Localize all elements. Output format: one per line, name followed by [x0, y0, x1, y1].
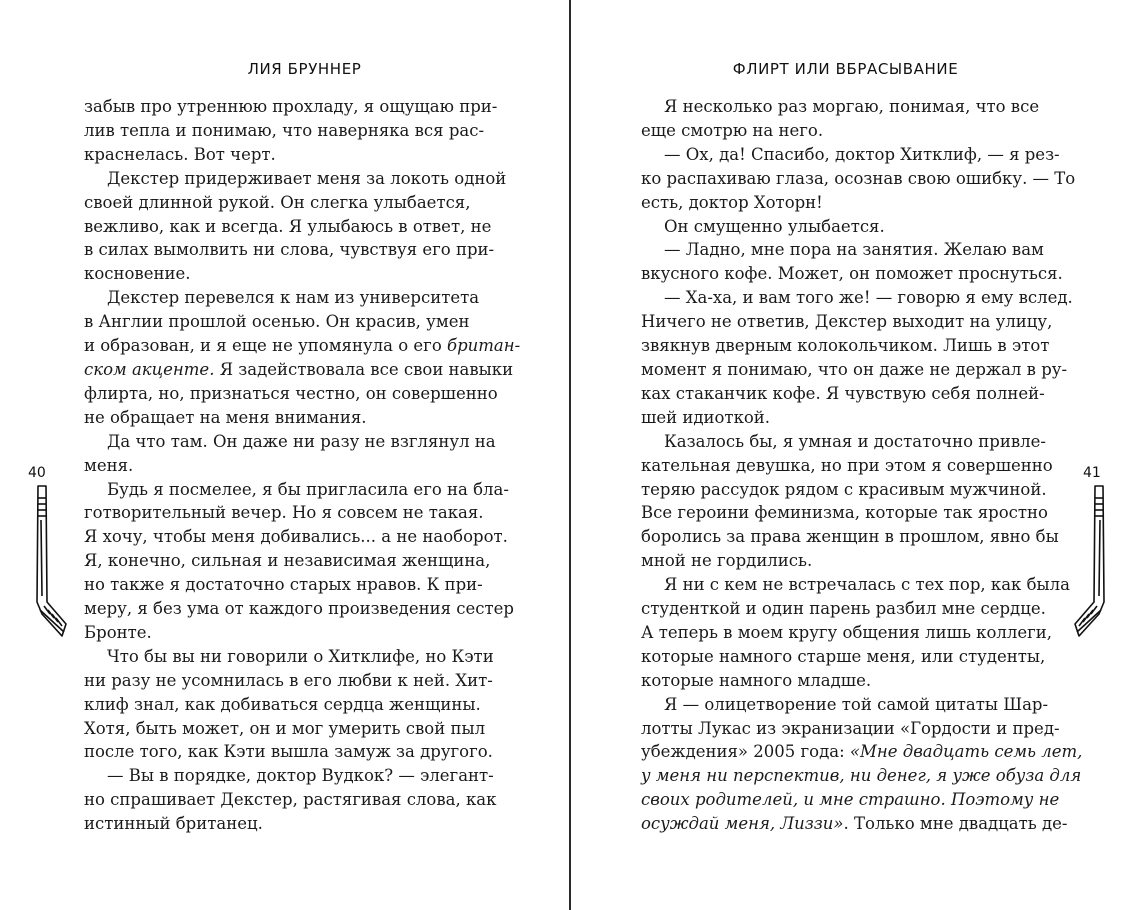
italic-text: британ-: [447, 336, 521, 356]
text-line: своей длинной рукой. Он слегка улыбается,: [84, 192, 471, 212]
page-text: [84, 95, 521, 836]
text-line: которые намного младше.: [641, 670, 872, 690]
text-line: которые намного старше меня, или студенты,: [641, 646, 1046, 666]
text-line: флирта, но, признаться честно, он совершенно: [84, 383, 498, 403]
text-line: и образован, и я еще не упомянула о его британ-: [84, 336, 521, 356]
text-line: в Англии прошлой осенью. Он красив, умен: [84, 312, 470, 332]
text-line: Что бы вы ни говорили о Хитклифе, но Кэти: [107, 646, 494, 666]
text-line: боролись за права женщин в прошлом, явно бы: [641, 527, 1059, 547]
text-line: — Вы в порядке, доктор Вудкок? — элегант-: [107, 766, 494, 786]
text-line: звякнув дверным колокольчиком. Лишь в этот: [641, 336, 1050, 356]
text-line: меня.: [84, 455, 134, 475]
text-line: но также я достаточно старых нравов. К при-: [84, 575, 483, 595]
text-line: [641, 788, 1061, 812]
text-line: вкусного кофе. Может, он поможет проснуться.: [641, 264, 1063, 284]
text-line: еще смотрю на него.: [641, 120, 824, 140]
hockey-stick-icon: [26, 484, 72, 640]
text-line: есть, доктор Хоторн!: [641, 192, 823, 212]
text-line: забыв про утреннюю прохладу, я ощущаю при-: [84, 97, 498, 116]
page-text: [641, 95, 1083, 836]
text-line: момент я понимаю, что он даже не держал в ру-: [641, 359, 1068, 379]
text-line: Я хочу, чтобы меня добивались... а не наоборот.: [84, 527, 508, 547]
running-head: ФЛИРТ ИЛИ ВБРАСЫВАНИЕ: [732, 60, 959, 78]
text-line: Декстер перевелся к нам из университета: [107, 288, 480, 308]
text-line: Все героини феминизма, которые так яростно: [641, 503, 1048, 523]
text-line: — Ох, да! Спасибо, доктор Хитклиф, — я рез-: [664, 144, 1060, 164]
text-line: — Ладно, мне пора на занятия. Желаю вам: [664, 240, 1044, 260]
text-line: шей идиоткой.: [641, 407, 771, 427]
text-line: готворительный вечер. Но я совсем не такая.: [84, 503, 484, 523]
text-line: меру, я без ума от каждого произведения сестер: [84, 599, 514, 619]
hockey-stick-icon: [1069, 484, 1115, 640]
text-line: Он смущенно улыбается.: [664, 216, 885, 236]
text-line: истинный британец.: [84, 814, 263, 834]
left-page: [0, 0, 569, 910]
page-number: 41: [1083, 465, 1101, 481]
text-line: — Ха-ха, и вам того же! — говорю я ему вслед.: [664, 288, 1073, 308]
text-line: Декстер придерживает меня за локоть одной: [107, 168, 507, 188]
italic-quote: у меня ни перспектив, ни денег, я уже обуза для: [641, 766, 1082, 786]
text-line: мной не гордились.: [641, 551, 813, 571]
text-line: косновение.: [84, 264, 191, 284]
text-line: Да что там. Он даже ни разу не взглянул на: [107, 431, 496, 451]
text-line: краснелась. Вот черт.: [84, 144, 276, 164]
text-line: Я ни с кем не встречалась с тех пор, как была: [664, 575, 1070, 595]
italic-text: ском акценте.: [84, 359, 215, 379]
text-line: кательная девушка, но при этом я совершенно: [641, 455, 1053, 475]
text-line: Я, конечно, сильная и независимая женщина,: [84, 551, 491, 571]
right-page: [571, 0, 1140, 910]
text-line: лотты Лукас из экранизации «Гордости и пред-: [641, 718, 1060, 738]
text-line: клиф знал, как добиваться сердца женщины.: [84, 694, 481, 714]
text-line: Будь я посмелее, я бы пригласила его на бла-: [107, 479, 509, 499]
text-line: [641, 764, 1082, 788]
text-line: Бронте.: [84, 622, 152, 642]
text-line: после того, как Кэти вышла замуж за другого.: [84, 742, 493, 762]
text-line: Казалось бы, я умная и достаточно привле-: [664, 431, 1046, 451]
italic-quote: «Мне двадцать семь лет,: [849, 742, 1083, 762]
text-line: ни разу не усомнилась в его любви к ней. Хит-: [84, 670, 493, 690]
text-line: вежливо, как и всегда. Я улыбаюсь в ответ, не: [84, 216, 492, 236]
text-line: Я несколько раз моргаю, понимая, что все: [664, 97, 1040, 116]
text-line: не обращает на меня внимания.: [84, 407, 367, 427]
text-line: Хотя, быть может, он и мог умерить свой пыл: [84, 718, 486, 738]
text-line: ках стаканчик кофе. Я чувствую себя полней-: [641, 383, 1045, 403]
text-line: А теперь в моем кругу общения лишь коллеги,: [641, 622, 1053, 642]
text-line: Я — олицетворение той самой цитаты Шар-: [664, 694, 1049, 714]
text-line: теряю рассудок рядом с красивым мужчиной.: [641, 479, 1047, 499]
text-line: ко распахиваю глаза, осознав свою ошибку. — То: [641, 168, 1076, 188]
text-line: в силах вымолвить ни слова, чувствуя его при-: [84, 240, 495, 260]
text-line: но спрашивает Декстер, растягивая слова, как: [84, 790, 497, 810]
italic-quote: своих родителей, и мне страшно. Поэтому не: [641, 790, 1060, 810]
text-line: лив тепла и понимаю, что наверняка вся рас-: [84, 120, 485, 140]
running-head: ЛИЯ БРУННЕР: [247, 60, 362, 78]
text-line: осуждай меня, Лиззи». Только мне двадцать де-: [641, 814, 1068, 834]
text-line: Ничего не ответив, Декстер выходит на улицу,: [641, 312, 1053, 332]
page-number: 40: [28, 465, 46, 481]
text-line: ском акценте. Я задействовала все свои навыки: [84, 359, 514, 379]
text-line: студенткой и один парень разбил мне сердце.: [641, 599, 1046, 619]
text-line: убеждения» 2005 года: «Мне двадцать семь лет,: [641, 742, 1083, 762]
italic-quote: осуждай меня, Лиззи»: [641, 814, 844, 834]
